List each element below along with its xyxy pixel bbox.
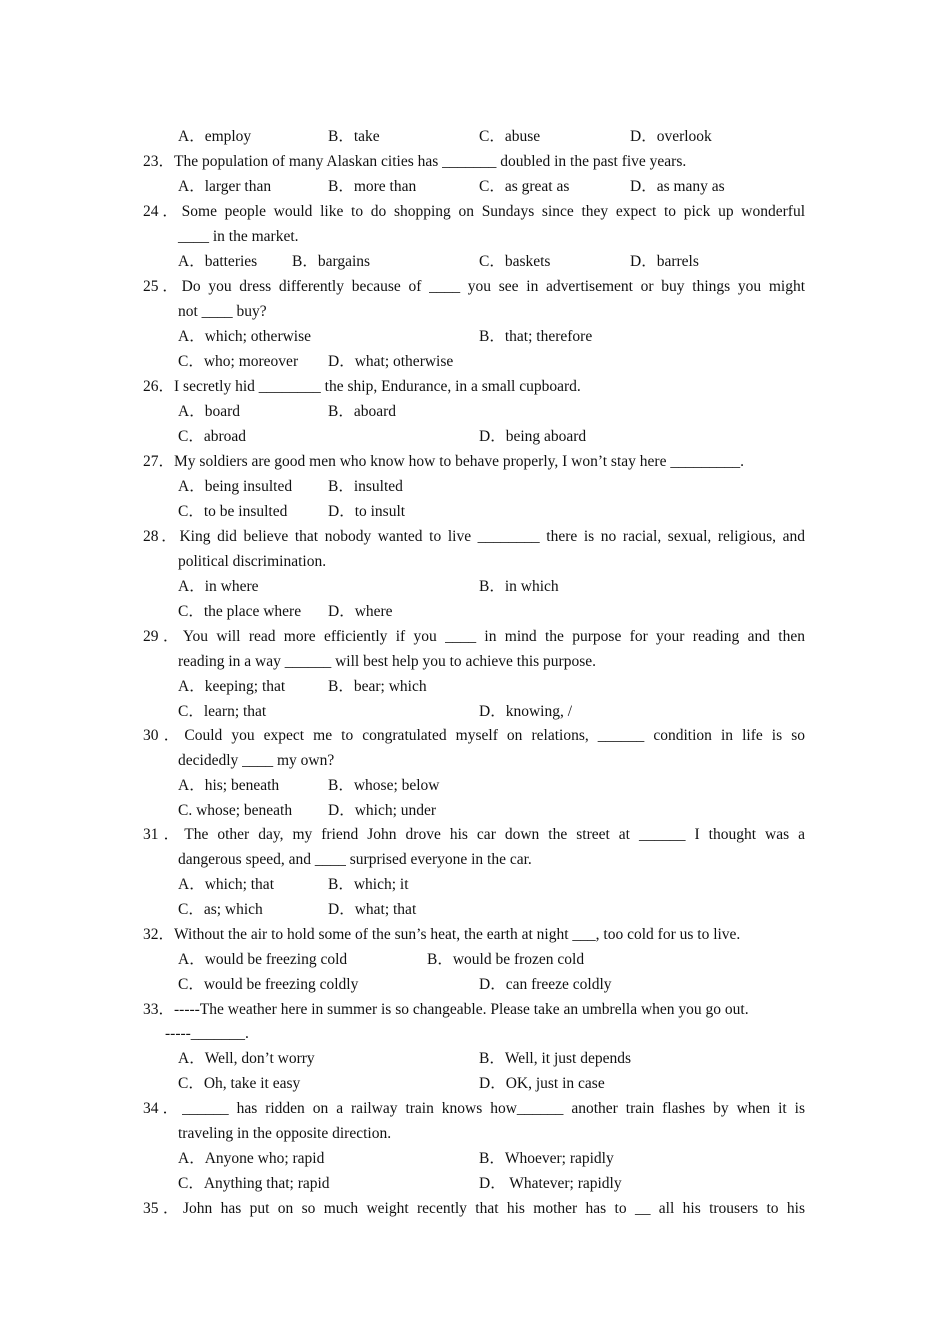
- option-c[interactable]: C．the place where: [178, 603, 302, 620]
- option-c[interactable]: C．abuse: [479, 128, 541, 145]
- option-c[interactable]: C．Anything that; rapid: [178, 1175, 330, 1192]
- option-a[interactable]: A．which; that: [178, 876, 274, 893]
- option-b[interactable]: B．aboard: [328, 403, 397, 420]
- option-c[interactable]: C．baskets: [479, 253, 551, 270]
- option-d[interactable]: D．OK, just in case: [479, 1075, 605, 1092]
- question-stem: 34．______ has ridden on a railway train knows how______ another train flashes by when it is: [143, 1100, 805, 1117]
- question-stem-cont: reading in a way ______ will best help you to achieve this purpose.: [178, 653, 596, 670]
- option-b[interactable]: B．which; it: [328, 876, 409, 893]
- option-c[interactable]: C．as great as: [479, 178, 570, 195]
- option-d[interactable]: D．to insult: [328, 503, 406, 520]
- option-d[interactable]: D．overlook: [630, 128, 712, 145]
- option-c[interactable]: C．abroad: [178, 428, 247, 445]
- option-b[interactable]: B．Whoever; rapidly: [479, 1150, 614, 1167]
- question-stem: 35．John has put on so much weight recently that his mother has to __ all his trousers to his: [143, 1200, 805, 1217]
- option-b[interactable]: B．bear; which: [328, 678, 427, 695]
- option-b[interactable]: B．would be frozen cold: [427, 951, 585, 968]
- option-d[interactable]: D．what; that: [328, 901, 417, 918]
- question-stem: 25．Do you dress differently because of ____ you see in advertisement or buy things you might: [143, 278, 805, 295]
- option-d[interactable]: D．which; under: [328, 802, 437, 819]
- option-c[interactable]: C．would be freezing coldly: [178, 976, 359, 993]
- option-d[interactable]: D．barrels: [630, 253, 699, 270]
- option-a[interactable]: A．which; otherwise: [178, 328, 312, 345]
- question-stem-cont: dangerous speed, and ____ surprised everyone in the car.: [178, 851, 532, 868]
- question-stem-cont: not ____ buy?: [178, 303, 267, 320]
- option-b[interactable]: B．more than: [328, 178, 417, 195]
- option-d[interactable]: D．knowing, /: [479, 703, 573, 720]
- option-d[interactable]: D．being aboard: [479, 428, 587, 445]
- option-b[interactable]: B．that; therefore: [479, 328, 593, 345]
- question-stem: 23．The population of many Alaskan cities has _______ doubled in the past five years.: [143, 153, 687, 170]
- option-a[interactable]: A．employ: [178, 128, 252, 145]
- option-c[interactable]: C．Oh, take it easy: [178, 1075, 301, 1092]
- option-b[interactable]: B．in which: [479, 578, 559, 595]
- question-stem: 32．Without the air to hold some of the sun’s heat, the earth at night ___, too cold for us to live.: [143, 926, 741, 943]
- option-c[interactable]: C．learn; that: [178, 703, 267, 720]
- question-stem: 29．You will read more efficiently if you ____ in mind the purpose for your reading and then: [143, 628, 805, 645]
- question-stem: 33．-----The weather here in summer is so changeable. Please take an umbrella when you go out.: [143, 1001, 749, 1018]
- option-b[interactable]: B．bargains: [292, 253, 371, 270]
- option-c[interactable]: C. whose; beneath: [178, 802, 293, 819]
- option-d[interactable]: D．what; otherwise: [328, 353, 454, 370]
- question-stem: 28．King did believe that nobody wanted to live ________ there is no racial, sexual, religious, and: [143, 528, 805, 545]
- question-stem: 27．My soldiers are good men who know how to behave properly, I won’t stay here _________.: [143, 453, 744, 470]
- question-stem: 31．The other day, my friend John drove his car down the street at ______ I thought was a: [143, 826, 805, 843]
- question-stem-cont: political discrimination.: [178, 553, 327, 570]
- question-stem-cont: traveling in the opposite direction.: [178, 1125, 392, 1142]
- option-b[interactable]: B．Well, it just depends: [479, 1050, 632, 1067]
- question-stem: 24．Some people would like to do shopping on Sundays since they expect to pick up wonderful: [143, 203, 805, 220]
- question-stem: 30．Could you expect me to congratulated myself on relations, ______ condition in life is so: [143, 727, 805, 744]
- option-a[interactable]: A．larger than: [178, 178, 272, 195]
- option-b[interactable]: B．insulted: [328, 478, 403, 495]
- option-a[interactable]: A．board: [178, 403, 240, 420]
- question-stem-cont: decidedly ____ my own?: [178, 752, 335, 769]
- option-b[interactable]: B．whose; below: [328, 777, 440, 794]
- option-d[interactable]: D．can freeze coldly: [479, 976, 612, 993]
- question-stem-cont: -----_______.: [165, 1025, 249, 1042]
- option-a[interactable]: A．Anyone who; rapid: [178, 1150, 325, 1167]
- option-d[interactable]: D． Whatever; rapidly: [479, 1175, 622, 1192]
- option-a[interactable]: A．Well, don’t worry: [178, 1050, 315, 1067]
- option-d[interactable]: D．where: [328, 603, 393, 620]
- question-stem-cont: ____ in the market.: [178, 228, 299, 245]
- option-a[interactable]: A．his; beneath: [178, 777, 280, 794]
- option-c[interactable]: C．who; moreover: [178, 353, 299, 370]
- option-a[interactable]: A．keeping; that: [178, 678, 286, 695]
- question-stem: 26．I secretly hid ________ the ship, Endurance, in a small cupboard.: [143, 378, 581, 395]
- option-d[interactable]: D．as many as: [630, 178, 725, 195]
- option-a[interactable]: A．in where: [178, 578, 259, 595]
- option-a[interactable]: A．being insulted: [178, 478, 293, 495]
- option-b[interactable]: B．take: [328, 128, 380, 145]
- option-a[interactable]: A．batteries: [178, 253, 258, 270]
- option-c[interactable]: C．as; which: [178, 901, 263, 918]
- option-c[interactable]: C．to be insulted: [178, 503, 288, 520]
- option-a[interactable]: A．would be freezing cold: [178, 951, 348, 968]
